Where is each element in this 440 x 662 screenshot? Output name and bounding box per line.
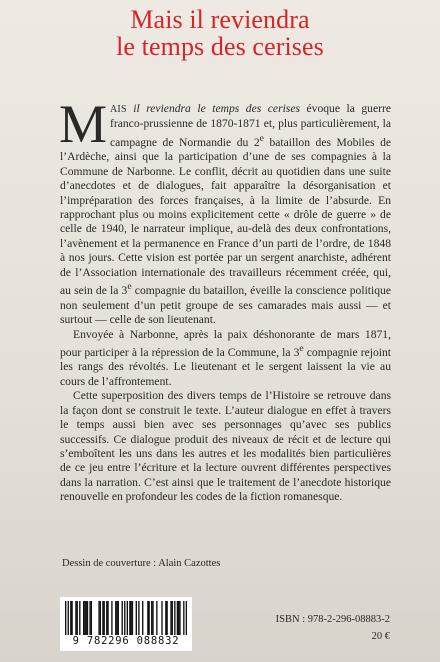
superscript: e: [127, 281, 132, 293]
barcode: [60, 597, 192, 651]
title-line-2: le temps des cerises: [116, 32, 324, 61]
superscript: e: [299, 342, 304, 354]
barcode-bar: [100, 601, 101, 635]
title-italic: il reviendra le temps des cerises: [133, 102, 300, 115]
text-run: évoque la guerre franco-prussienne de 1870-1871 et, plus particulièrement, la campagne de Normandie du 2: [110, 102, 391, 149]
barcode-bar: [107, 601, 108, 635]
book-title: [0, 6, 440, 60]
barcode-bar: [142, 601, 143, 635]
barcode-bar: [156, 601, 157, 635]
text-run: Envoyée à Narbonne, après la paix déshonorante de mars 1871, pour participer à la répression de la Commune, la 3: [60, 327, 391, 359]
barcode-bar: [89, 601, 90, 635]
barcode-bar: [87, 601, 88, 635]
barcode-bar: [172, 601, 173, 635]
text-run: compagnie rejoint les rangs des révoltés. Le lieutenant et le sergent laissent la vie au cours de l’affrontement.: [60, 345, 391, 388]
barcode-bar: [68, 601, 69, 635]
barcode-bar: [129, 601, 130, 635]
superscript: e: [259, 132, 264, 144]
barcode-bar: [115, 601, 116, 635]
barcode-bar: [111, 601, 112, 635]
barcode-bar: [127, 601, 128, 635]
barcode-bar: [71, 601, 72, 635]
blurb-paragraph-3: Cette superposition des divers temps de l’Histoire se retrouve dans la façon dont se construit le texte. L’auteur dialogue en effet à travers le temps aussi bien avec ses personnages qu’avec ses publics successifs. Ce dialogue produit des niveaux de récit et de lecture qui s’emboîtent les uns dans les autres et les modalités bien particulières de ce jeu entre l’écriture et la lecture ouvrent différentes perspectives dans la narration. C’est ainsi que le traitement de l’anecdote historique renouvelle en profondeur les codes de la fiction romanesque.: [60, 389, 391, 504]
barcode-bar: [104, 601, 105, 635]
barcode-bar: [183, 601, 184, 635]
barcode-bar: [75, 601, 76, 635]
barcode-bars: [65, 601, 187, 635]
barcode-bar: [118, 601, 119, 635]
barcode-bar: [179, 601, 180, 635]
blurb-paragraph-1: [59, 94, 392, 328]
text-run: compagnie du bataillon, éveille la conscience politique non seulement d’un petit groupe de ses camarades mais aussi — et surtout — celle de son lieutenant.: [60, 284, 391, 327]
barcode-bar: [148, 601, 149, 635]
drop-cap: M: [59, 94, 108, 154]
isbn: ISBN : 978-2-296-08883-2: [275, 614, 390, 625]
barcode-bar: [151, 601, 152, 635]
barcode-bar: [165, 601, 166, 635]
barcode-bar: [136, 601, 137, 635]
barcode-bar: [70, 601, 71, 635]
cover-credit: Dessin de couverture : Alain Cazottes: [62, 558, 221, 569]
blurb-paragraph-2: [60, 328, 391, 390]
barcode-bar: [170, 601, 171, 635]
barcode-bar: [84, 601, 85, 635]
barcode-bar: [152, 601, 153, 635]
barcode-bar: [177, 601, 178, 635]
barcode-bar: [106, 601, 107, 635]
barcode-bar: [65, 601, 66, 635]
barcode-number: 9 782296 088832: [72, 635, 180, 647]
barcode-bar: [174, 601, 175, 635]
barcode-bar: [102, 601, 103, 635]
barcode-bar: [86, 601, 87, 635]
price: 20 €: [371, 631, 390, 642]
barcode-bar: [186, 601, 187, 635]
barcode-bar: [91, 601, 92, 635]
barcode-bar: [138, 601, 139, 635]
barcode-bar: [166, 601, 167, 635]
lead-small-caps: AIS: [110, 104, 127, 115]
barcode-bar: [161, 601, 162, 635]
barcode-bar: [79, 601, 80, 635]
barcode-bar: [124, 601, 125, 635]
blurb: [59, 94, 392, 505]
barcode-bar: [83, 601, 84, 635]
barcode-bar: [130, 601, 131, 635]
barcode-bar: [147, 601, 148, 635]
barcode-bar: [98, 601, 99, 635]
title-line-1: Mais il reviendra: [130, 5, 310, 34]
barcode-bar: [178, 601, 179, 635]
barcode-bar: [122, 601, 123, 635]
barcode-bar: [116, 601, 117, 635]
barcode-bar: [132, 601, 133, 635]
barcode-bar: [77, 601, 78, 635]
text-run: bataillon des Mobiles de l’Ardèche, ainsi que la participation d’une de ses compagnies à la Commune de Narbonne. Le conflit, décrit au quotidien dans une suite d’anecdotes et de dialogues, fait apparaître la désorganisation et l’impréparation des forces françaises, à la limite de l’absurde. En rapprochant plus ou moins explicitement cette « drôle de guerre » de celle de 1940, le narrateur implique, au-delà des deux confrontations, l’avènement et la permanence en France d’un parti de l’ordre, de 1848 à nos jours. Cette vision est portée par un sergent anarchiste, adhérent de l’Association internationale des travailleurs récemment créée, qui, au sein de la 3: [60, 135, 392, 298]
